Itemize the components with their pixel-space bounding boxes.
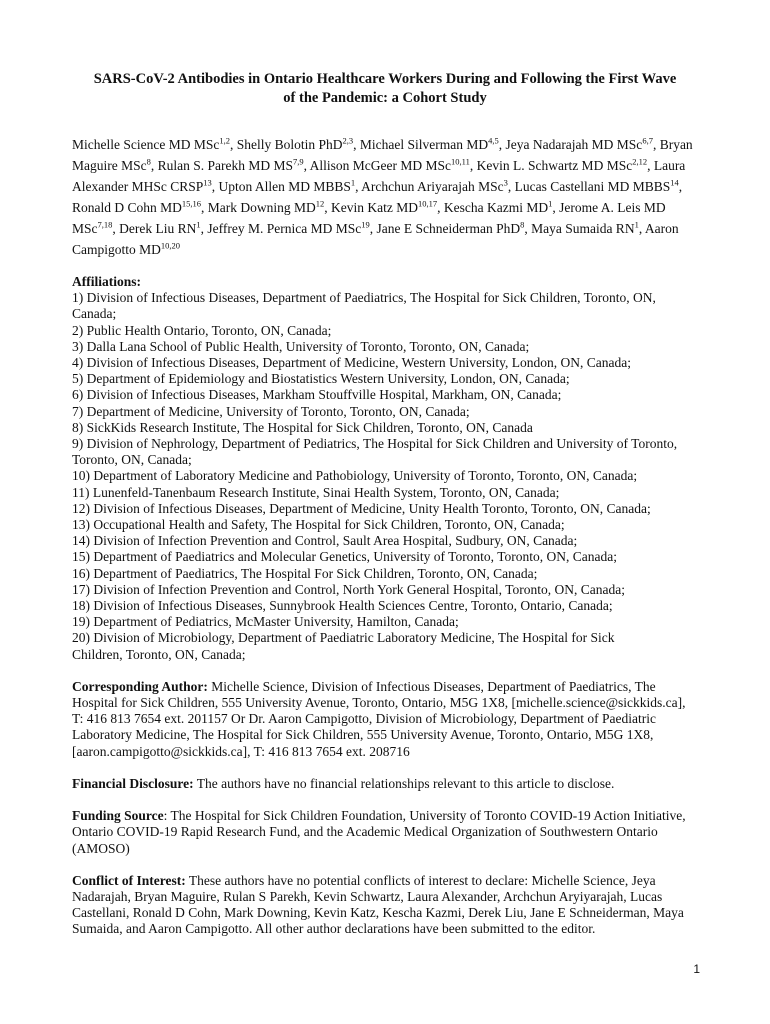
affiliation-line: 10) Department of Laboratory Medicine and Pathobiology, University of Toronto, Toronto, ON, Canada; xyxy=(72,468,638,484)
author xyxy=(515,179,679,194)
financial-disclosure-section xyxy=(72,776,698,792)
conflict-of-interest-text: These authors have no potential conflicts of interest to declare: Michelle Science, Jeya Nadarajah, Bryan Maguire, Rulan S Parekh, Kevin Schwartz, Laura Alexander, Archchun Aryiyarajah, Lucas Castellani, Ronald D Cohn, Mark Downing, Kevin Katz, Kescha Kazmi, Derek Liu, Jane E Schneiderman, Maya Sumaida, and Aaron Campigotto. All other author declarations have been submitted to the editor. xyxy=(72,872,684,937)
page-number: 1 xyxy=(693,962,700,976)
title-line-2: of the Pandemic: a Cohort Study xyxy=(283,90,487,106)
author-affiliation-marker: 1,2 xyxy=(219,135,230,146)
affiliation-line: 7) Department of Medicine, University of Toronto, Toronto, ON, Canada; xyxy=(72,403,470,419)
funding-source-text: : The Hospital for Sick Children Foundation, University of Toronto COVID-19 Action Initiative, Ontario COVID-19 Rapid Research Fund, and the Academic Medical Organization of Southwestern Ontario (AMOSO) xyxy=(72,808,686,856)
author-affiliation-marker: 10,17 xyxy=(418,198,438,209)
author-name: Michelle Science MD MSc xyxy=(72,137,220,152)
author-affiliation-marker: 13 xyxy=(203,177,212,188)
author-affiliation-marker: 12 xyxy=(315,198,325,209)
author-affiliation-marker: 1 xyxy=(350,177,356,188)
author-affiliation-marker: 4,5 xyxy=(488,135,499,146)
author-name: Bryan Maguire MSc xyxy=(72,137,693,173)
author xyxy=(237,137,353,152)
affiliation-line: 18) Division of Infectious Diseases, Sunnybrook Health Sciences Centre, Toronto, Ontario, Canada; xyxy=(72,598,613,614)
author-name: Michael Silverman MD xyxy=(359,137,489,152)
affiliation-line: 2) Public Health Ontario, Toronto, ON, Canada; xyxy=(72,322,332,338)
author xyxy=(376,221,524,236)
author-name: Derek Liu RN xyxy=(119,221,197,236)
author xyxy=(219,179,356,194)
affiliation-line: 3) Dalla Lana School of Public Health, University of Toronto, Toronto, ON, Canada; xyxy=(72,338,530,354)
affiliations-section xyxy=(72,274,698,663)
affiliation-line: 13) Occupational Health and Safety, The Hospital for Sick Children, Toronto, ON, Canada; xyxy=(72,517,565,533)
corresponding-author-text: Michelle Science, Division of Infectious Diseases, Department of Paediatrics, The Hospital for Sick Children, 555 University Avenue, Toronto, Ontario, M5G 1X8, [michelle.science@sickkids.ca], T: 416 813 7654 ext. 201157 Or Dr. Aaron Campigotto, Division of Microbiology, Department of Paediatric Laboratory Medicine, The Hospital for Sick Children, 555 University Avenue, Toronto, Ontario, M5G 1X8, [aaron.campigotto@sickkids.ca], T: 416 813 7654 ext. 208716 xyxy=(72,678,686,759)
author-affiliation-marker: 1 xyxy=(548,198,553,209)
author-affiliation-marker: 7,18 xyxy=(97,219,113,230)
author-affiliation-marker: 15,16 xyxy=(181,198,202,209)
affiliation-line: 16) Department of Paediatrics, The Hospital For Sick Children, Toronto, ON, Canada; xyxy=(72,565,538,581)
author-name: Lucas Castellani MD MBBS xyxy=(514,179,671,194)
author-name: Kescha Kazmi MD xyxy=(443,200,549,215)
author xyxy=(158,158,304,173)
conflict-of-interest-label: Conflict of Interest: xyxy=(72,872,186,888)
author-affiliation-marker: 8 xyxy=(520,219,525,230)
author-name: Ronald D Cohn MD xyxy=(72,200,182,215)
affiliation-line: Toronto, ON, Canada; xyxy=(72,452,192,468)
author-name: Jeffrey M. Pernica MD MSc xyxy=(207,221,362,236)
title-line-1: SARS-CoV-2 Antibodies in Ontario Healthcare Workers During and Following the First Wave xyxy=(93,71,677,87)
affiliation-line: 6) Division of Infectious Diseases, Markham Stouffville Hospital, Markham, ON, Canada; xyxy=(72,387,562,403)
affiliations-heading: Affiliations: xyxy=(72,274,141,289)
author xyxy=(505,137,652,152)
author-affiliation-marker: 14 xyxy=(670,177,679,188)
corresponding-author-label: Corresponding Author: xyxy=(72,678,208,694)
affiliation-line: 11) Lunenfeld-Tanenbaum Research Institute, Sinai Health System, Toronto, ON, Canada; xyxy=(72,484,560,500)
author xyxy=(72,137,230,152)
conflict-of-interest-section xyxy=(72,873,698,938)
author-name: Maya Sumaida RN xyxy=(531,221,635,236)
author xyxy=(208,200,325,215)
author-affiliation-marker: 2,12 xyxy=(632,156,648,167)
affiliation-line: 17) Division of Infection Prevention and Control, North York General Hospital, Toronto, ON, Canada; xyxy=(72,581,625,597)
author xyxy=(331,200,437,215)
affiliation-line: Children, Toronto, ON, Canada; xyxy=(72,646,246,662)
affiliations-list xyxy=(72,290,698,663)
affiliation-line: 9) Division of Nephrology, Department of Pediatrics, The Hospital for Sick Children and University of Toronto, xyxy=(72,436,678,452)
author-affiliation-marker: 10,11 xyxy=(451,156,470,167)
author-name: Allison McGeer MD MSc xyxy=(309,158,452,173)
author xyxy=(310,158,470,173)
author-affiliation-marker: 8 xyxy=(146,156,151,167)
author-name: Kevin Katz MD xyxy=(331,200,418,215)
author-affiliation-marker: 3 xyxy=(503,177,508,188)
author-affiliation-marker: 10,20 xyxy=(160,240,181,251)
author-name: Mark Downing MD xyxy=(207,200,316,215)
author xyxy=(72,200,201,215)
author-list: Michelle Science MD MSc$^{1,2}$, Shelly Bolotin PhD$^{2,3}$, Michael Silverman MD$^{4,5}$, Jeya Nadarajah MD MSc$^{6,7}$, Bryan Maguire MSc$^8$, Rulan S. Parekh MD MS$^{7,9}$, Allison McGeer MD MSc$^{10,11}$, Kevin L. Schwartz MD MSc$^{2,12}$, Laura Alexander MHSc CRSP$^{13}$, Upton Allen MD MBBS$^1$, Archchun Ariyarajah MSc$^3$, Lucas Castellani MD MBBS$^{14}$, Ronald D Cohn MD$^{15,16}$, Mark Downing MD$^{12}$, Kevin Katz MD$^{10,17}$, Kescha Kazmi $MD^1$, Jerome A. Leis MD MSc$^{7,18}$, Derek Liu $RN^1$, Jeffrey M. Pernica MD MSc$^{19}$, Jane E Schneiderman PhD$^8$, Maya Sumaida $RN^1$, Aaron Campigotto MD$^{10,20}$ xyxy=(72,135,693,257)
paper-title xyxy=(72,70,698,108)
author-affiliation-marker: 2,3 xyxy=(342,135,354,146)
author-affiliation-marker: 19 xyxy=(361,219,370,230)
affiliation-line: 5) Department of Epidemiology and Biostatistics Western University, London, ON, Canada; xyxy=(72,371,570,387)
author-name: Laura Alexander MHSc CRSP xyxy=(72,158,686,194)
author-name: Jane E Schneiderman PhD xyxy=(376,221,521,236)
author xyxy=(477,158,647,173)
funding-source-label: Funding Source xyxy=(72,808,164,824)
author-name: Aaron Campigotto MD xyxy=(72,221,679,257)
affiliation-line: Canada; xyxy=(72,306,117,322)
financial-disclosure-label: Financial Disclosure: xyxy=(72,775,194,791)
author-name: Rulan S. Parekh MD MS xyxy=(157,158,294,173)
affiliation-line: 20) Division of Microbiology, Department of Paediatric Laboratory Medicine, The Hospital for Sick xyxy=(72,630,615,646)
corresponding-author-section xyxy=(72,679,698,760)
author-name: Upton Allen MD MBBS xyxy=(218,179,351,194)
author xyxy=(119,221,200,236)
author xyxy=(360,137,499,152)
affiliation-line: 4) Division of Infectious Diseases, Department of Medicine, Western University, London, ON, Canada; xyxy=(72,355,632,371)
author-name: Shelly Bolotin PhD xyxy=(236,137,343,152)
author xyxy=(444,200,552,215)
author-name: Jeya Nadarajah MD MSc xyxy=(505,137,643,152)
affiliation-line: 15) Department of Paediatrics and Molecular Genetics, University of Toronto, Toronto, ON, Canada; xyxy=(72,549,617,565)
affiliation-line: 12) Division of Infectious Diseases, Department of Medicine, Unity Health Toronto, Toronto, ON, Canada; xyxy=(72,500,651,516)
author-affiliation-marker: 1 xyxy=(196,219,201,230)
affiliation-line: 14) Division of Infection Prevention and Control, Sault Area Hospital, Sudbury, ON, Canada; xyxy=(72,533,578,549)
author-name: Kevin L. Schwartz MD MSc xyxy=(476,158,633,173)
author-affiliation-marker: 6,7 xyxy=(642,135,653,146)
author xyxy=(531,221,639,236)
affiliation-line: 1) Division of Infectious Diseases, Department of Paediatrics, The Hospital for Sick Children, Toronto, ON, xyxy=(72,290,656,306)
author-name: Archchun Ariyarajah MSc xyxy=(361,179,504,194)
financial-disclosure-text: The authors have no financial relationships relevant to this article to disclose. xyxy=(193,775,615,791)
author-affiliation-marker: 7,9 xyxy=(293,156,304,167)
affiliation-line: 8) SickKids Research Institute, The Hospital for Sick Children, Toronto, ON, Canada xyxy=(72,419,533,435)
funding-source-section xyxy=(72,808,698,857)
author xyxy=(361,179,508,194)
affiliation-line: 19) Department of Pediatrics, McMaster University, Hamilton, Canada; xyxy=(72,614,459,630)
author xyxy=(207,221,369,236)
author-name: Jerome A. Leis MD MSc xyxy=(72,200,666,236)
author-affiliation-marker: 1 xyxy=(634,219,639,230)
